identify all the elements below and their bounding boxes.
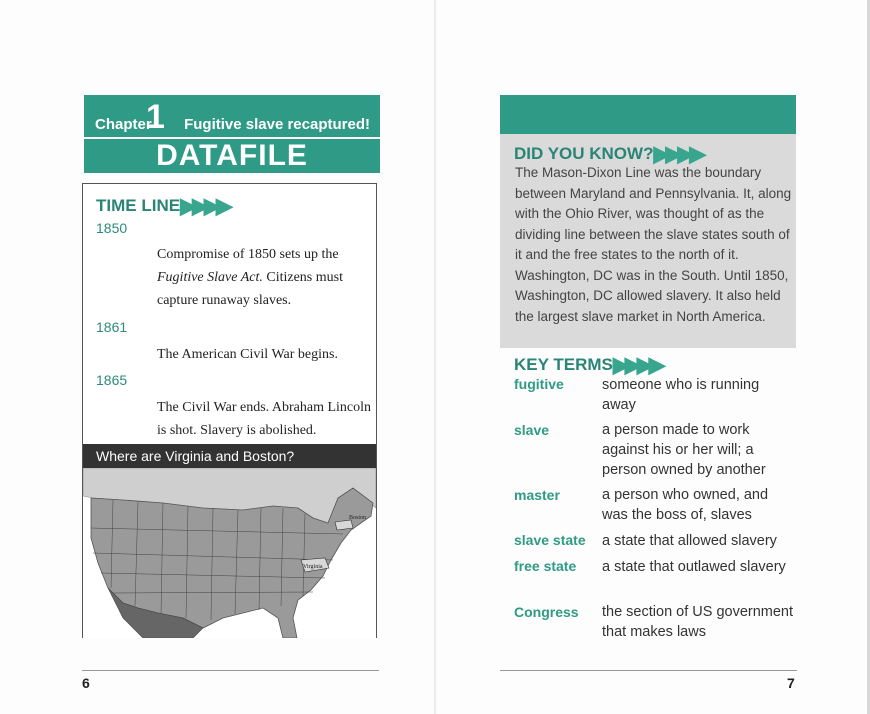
chapter-header [84, 95, 380, 139]
key-term-definition: someone who is running away [602, 377, 760, 413]
key-term: slave [514, 422, 550, 438]
page-number-right: 7 [787, 675, 795, 691]
us-map [83, 468, 376, 638]
did-you-know-heading [514, 143, 706, 165]
key-term: slave state [514, 532, 586, 548]
timeline-year: 1861 [96, 319, 128, 335]
datafile-title: DATAFILE [84, 137, 380, 173]
map-label-virginia: Virginia [303, 564, 323, 570]
did-you-know-text: The Mason-Dixon Line was the boundary between Maryland and Pennsylvania. It, along with the Ohio River, was thought of as the dividing line between the slave states south of it and the free states to the north of it. Washington, DC was in the South. Until 1850, Washington, DC allowed slavery. It also held the largest slave market in North America. [515, 165, 792, 324]
timeline-event-text: Citizens must capture runaway slaves. [157, 270, 343, 308]
key-term-definition: a state that allowed slavery [602, 533, 777, 549]
key-term-definition: the section of US government that makes laws [602, 604, 794, 640]
footer-rule [82, 670, 379, 671]
key-term: fugitive [514, 376, 564, 392]
timeline-event-text: Compromise of 1850 sets up the [157, 247, 339, 262]
timeline-year: 1850 [96, 220, 128, 236]
chapter-label: Chapter [95, 116, 152, 133]
timeline-event [157, 243, 375, 312]
key-terms-heading-text: KEY TERMS [514, 355, 613, 374]
chevron-arrows-icon: ▶ ▶ ▶ ▶ [612, 352, 666, 377]
right-header-bar [500, 95, 796, 134]
map-title: Where are Virginia and Boston? [83, 444, 376, 468]
key-terms-heading [514, 354, 666, 376]
massachusetts-region [335, 520, 353, 530]
timeline-year: 1865 [96, 372, 128, 388]
timeline-event-italic: Fugitive Slave Act. [157, 270, 263, 285]
timeline-panel [82, 183, 377, 638]
chevron-arrows-icon: ▶ ▶ ▶ ▶ [653, 141, 707, 166]
page-number-left: 6 [82, 675, 90, 691]
map-label-boston: Boston [349, 515, 367, 521]
chevron-arrows-icon: ▶ ▶ ▶ ▶ [180, 193, 233, 218]
chapter-number: 1 [146, 98, 165, 136]
timeline-event: The Civil War ends. Abraham Lincoln is shot. Slavery is abolished. [157, 400, 372, 438]
key-term: Congress [514, 604, 579, 620]
footer-rule [500, 670, 797, 671]
key-term: master [514, 487, 560, 503]
did-you-know-panel [500, 134, 796, 348]
key-term-definition: a person who owned, and was the boss of, slaves [602, 487, 769, 523]
key-term-definition: a state that outlawed slavery [602, 559, 786, 575]
timeline-event: The American Civil War begins. [157, 347, 338, 362]
chapter-subtitle: Fugitive slave recaptured! [184, 116, 370, 133]
timeline-heading [96, 195, 233, 217]
key-term: free state [514, 558, 577, 574]
timeline-heading-text: TIME LINE [96, 196, 181, 215]
key-term-definition: a person made to work against his or her will; a person owned by another [602, 422, 766, 478]
book-spine [434, 0, 436, 714]
did-you-know-heading-text: DID YOU KNOW? [514, 144, 654, 163]
us-map-svg [83, 468, 376, 638]
